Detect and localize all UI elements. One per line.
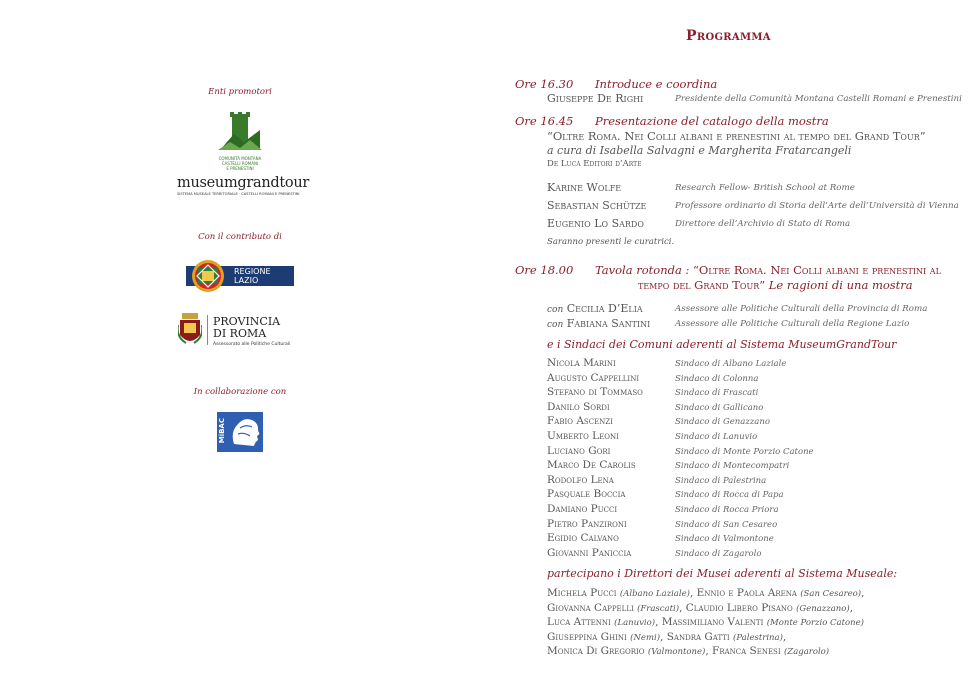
roundtable-subtitle: Le ragioni di una mostra [765,278,913,292]
director-name: Michela Pucci [547,587,617,599]
regione-lazio-logo [186,259,294,293]
mayor-role: Sindaco di Rocca di Papa [675,490,784,501]
provincia-roma-logo [178,311,308,351]
mayor-name: Nicola Marini [547,357,616,369]
guest-name: Fabiana Santini [566,317,651,330]
con-prefix: con [547,305,564,315]
separator: , [679,601,686,614]
time-1645: Ore 16.45 [515,114,574,128]
director-name: Massimiliano Valenti [661,616,764,628]
mayors-heading: e i Sindaci dei Comuni aderenti al Sistema MuseumGrandTour [547,338,897,351]
speaker-role: Research Fellow- British School at Rome [675,183,855,193]
curators-note: Saranno presenti le curatrici. [547,237,675,247]
mayor-name: Pasquale Boccia [547,488,626,501]
director-name: Giuseppina Ghini [547,630,627,643]
provincia-subtitle: Assessorato alle Politiche Culturali [213,342,291,347]
museum-location: (Frascati) [637,603,680,614]
mayor-name: Damiano Pucci [547,503,618,515]
page-title: Programma [686,28,771,44]
museum-location: (Zagarolo) [783,647,830,657]
mayor-name: Stefano di Tommaso [547,386,643,399]
time-1800: Ore 18.00 [515,263,574,277]
session-heading: Introduce e coordina [595,77,718,91]
mayor-role: Sindaco di Genazzano [675,417,770,428]
guest-name: Cecilia D’Elia [566,302,643,315]
session-heading: Presentazione del catalogo della mostra [595,114,829,128]
mayor-name: Luciano Gori [547,444,611,457]
mayor-role: Sindaco di Gallicano [675,402,764,413]
mibac-text: MiBAC [218,418,226,444]
mayor-role: Sindaco di Montecompatri [675,461,790,472]
regione-text: REGIONE [234,267,271,276]
directors-line [547,631,786,643]
museum-location: (Valmontone) [647,647,706,657]
speaker-role: Professore ordinario di Storia dell’Arte dell’Università di Vienna [675,201,959,211]
book-curators: a cura di Isabella Salvagni e Margherita Fratarcangeli [547,144,852,157]
provincia-text: PROVINCIA [213,315,281,328]
directors-line [547,645,829,657]
separator: , [655,616,662,628]
speaker-role: Presidente della Comunità Montana Castelli Romani e Prenestini [675,94,962,104]
mayor-role: Sindaco di San Cesareo [675,519,778,530]
collaborazione-label: In collaborazione con [193,387,287,397]
separator: , [849,601,854,614]
mibac-logo [217,412,263,452]
separator: , [705,645,713,657]
museum-location: (Albano Laziale) [619,589,690,599]
mayor-name: Augusto Cappellini [547,371,640,384]
mayor-role: Sindaco di Lanuvio [675,432,758,442]
museum-location: (Monte Porzio Catone) [766,618,864,628]
museumgrandtour-logo [177,175,310,196]
mayor-name: Danilo Sordi [547,400,610,413]
director-name: Claudio Libero Pisano [685,601,793,614]
museum-location: (Lanuvio) [614,618,656,628]
mayor-role: Sindaco di Colonna [675,373,759,384]
speaker-role: Direttore dell’Archivio di Stato di Roma [675,219,851,229]
divider [207,315,208,345]
director-name: Franca Senesi [712,645,781,657]
museum-location: (Genazzano) [796,603,850,614]
cm-logo-line: E PRENESTINI [226,166,254,171]
roundtable-heading [595,263,941,277]
speaker-name: Karine Wolfe [547,181,622,194]
museum-location: (Palestrina) [733,632,783,643]
mayor-name: Marco De Carolis [547,459,636,472]
mgt-tagline: SISTEMA MUSEALE TERRITORIALE · CASTELLI ROMANI E PRENESTINI [177,192,300,196]
mayor-role: Sindaco di Albano Laziale [675,359,787,369]
directors-heading: partecipano i Direttori dei Musei aderenti al Sistema Museale: [547,567,898,580]
director-name: Sandra Gatti [666,630,730,643]
time-1630: Ore 16.30 [515,77,574,91]
book-publisher: De Luca Editori d’Arte [547,159,642,169]
di-roma-text: DI ROMA [213,327,267,340]
museum-location: (Nemi) [630,632,661,643]
guest-line [547,302,643,315]
speaker-name: Giuseppe De Righi [547,92,644,105]
provincia-crest-icon [178,313,202,347]
mayor-name: Rodolfo Lena [547,473,614,486]
cm-logo-line: COMUNITÀ MONTANA [218,156,262,161]
tower-icon [218,112,262,152]
enti-promotori-label: Enti promotori [208,87,272,97]
roundtable-heading-2 [638,278,913,292]
lazio-text: LAZIO [234,276,259,285]
mayor-name: Pietro Panzironi [547,517,627,530]
mayor-role: Sindaco di Zagarolo [675,548,762,559]
directors-line [547,587,864,599]
mayor-name: Egidio Calvano [547,532,619,545]
separator: , [861,587,865,599]
contributo-label: Con il contributo di [198,232,282,242]
director-name: Luca Attenni [547,616,611,628]
museum-location: (San Cesareo) [800,589,862,599]
director-name: Monica Di Gregorio [547,645,645,657]
director-name: Ennio e Paola Arena [696,587,797,599]
mayor-name: Fabio Ascenzi [547,415,613,428]
mayor-role: Sindaco di Frascati [675,388,759,399]
book-title: “Oltre Roma. Nei Colli albani e prenestini al tempo del Grand Tour” [547,129,926,143]
speaker-name: Eugenio Lo Sardo [547,217,644,230]
separator: , [660,630,667,643]
guest-role: Assessore alle Politiche Culturali della Provincia di Roma [675,304,928,314]
mayor-role: Sindaco di Rocca Priora [675,505,779,515]
mayor-role: Sindaco di Valmontone [675,534,774,545]
comunita-montana-logo [218,112,262,170]
head-profile-icon [228,414,262,450]
speaker-name: Sebastian Schütze [547,199,647,212]
separator: , [689,587,697,599]
roundtable-label: Tavola rotonda : [595,263,694,277]
mayor-name: Umberto Leoni [547,430,619,442]
separator: , [782,630,787,643]
mgt-logo-text: museumgrandtour [177,175,310,191]
mayor-role: Sindaco di Palestrina [675,475,767,486]
mayor-role: Sindaco di Monte Porzio Catone [675,446,814,457]
directors-line [547,616,864,628]
roundtable-title-2: tempo del Grand Tour” [638,278,766,292]
con-prefix: con [547,320,564,330]
cm-logo-line: CASTELLI ROMANI [221,161,259,166]
guest-line [547,317,650,330]
director-name: Giovanna Cappelli [547,601,634,614]
guest-role: Assessore alle Politiche Culturali della Regione Lazio [675,319,910,329]
directors-line [547,602,853,614]
mayor-name: Giovanni Paniccia [547,546,632,559]
roundtable-title: “Oltre Roma. Nei Colli albani e prenestini al [693,263,941,277]
